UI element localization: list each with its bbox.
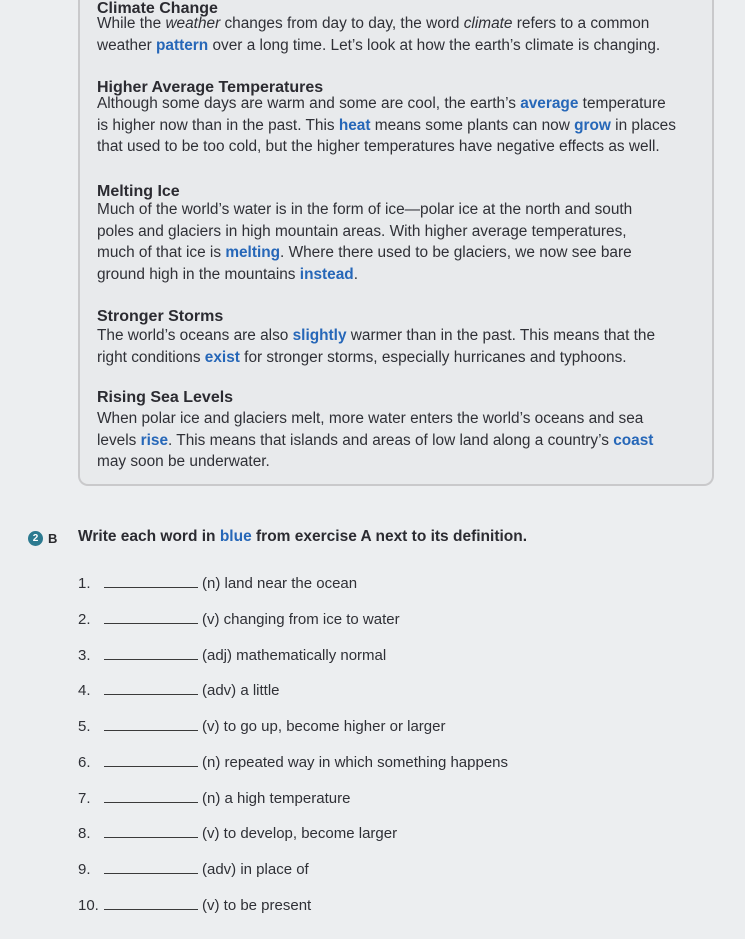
text-run: levels: [97, 431, 141, 449]
section-paragraph: [97, 199, 632, 285]
text-run: for stronger storms, especially hurricanes and typhoons.: [239, 348, 627, 366]
list-item: [78, 647, 386, 664]
vocab-word: instead: [299, 265, 354, 283]
definition-text: (n) repeated way in which something happens: [202, 754, 509, 771]
text-run: warmer than in the past. This means that the: [346, 327, 656, 344]
list-item: [78, 790, 350, 807]
list-item: [78, 682, 280, 699]
instruction-text: from exercise A next to its definition.: [251, 528, 528, 545]
item-number: 6.: [78, 754, 91, 771]
item-number: 5.: [78, 718, 91, 735]
vocab-word: heat: [338, 116, 371, 134]
text-run: poles and glaciers in high mountain areas. With higher average temperatures,: [97, 222, 627, 240]
text-run: in places: [610, 116, 676, 134]
text-run: refers to a common: [512, 15, 650, 32]
answer-blank[interactable]: [104, 682, 198, 695]
list-item: [78, 754, 508, 771]
text-run: climate: [463, 15, 513, 32]
item-number: 4.: [78, 682, 91, 699]
text-run: ground high in the mountains: [97, 265, 300, 283]
definition-text: (v) changing from ice to water: [202, 611, 400, 628]
answer-blank[interactable]: [104, 825, 198, 838]
definition-text: (n) land near the ocean: [202, 575, 358, 592]
text-run: The world’s oceans are also: [97, 327, 293, 344]
list-item: [78, 575, 357, 592]
text-run: changes from day to day, the word: [220, 15, 464, 32]
section-heading: Higher Average Temperatures: [97, 79, 324, 96]
answer-blank[interactable]: [104, 754, 198, 767]
list-item: [78, 825, 397, 842]
answer-blank[interactable]: [104, 897, 198, 910]
vocab-word: pattern: [156, 36, 209, 54]
section-paragraph: [97, 408, 653, 473]
answer-blank[interactable]: [104, 718, 198, 731]
text-run: temperature: [578, 95, 666, 112]
item-number: 7.: [78, 790, 91, 807]
answer-blank[interactable]: [104, 647, 198, 660]
vocab-word: coast: [613, 431, 654, 449]
text-run: right conditions: [97, 348, 205, 366]
exercise-instruction: [78, 528, 527, 546]
vocab-word: average: [520, 95, 579, 112]
item-number: 9.: [78, 861, 91, 878]
text-run: . This means that islands and areas of low land along a country’s: [168, 431, 614, 449]
text-run: Much of the world’s water is in the form of ice—polar ice at the north and south: [97, 201, 633, 218]
item-number: 10.: [78, 897, 99, 914]
list-item: [78, 718, 445, 735]
list-item: [78, 897, 311, 914]
definition-text: (v) to develop, become larger: [202, 825, 398, 842]
definition-text: (adj) mathematically normal: [202, 647, 387, 664]
definition-text: (v) to go up, become higher or larger: [202, 718, 446, 735]
vocab-word: slightly: [292, 327, 347, 344]
section-heading: Rising Sea Levels: [97, 389, 234, 406]
answer-blank[interactable]: [104, 790, 198, 803]
page-title: Climate Change: [97, 0, 218, 17]
text-run: is higher now than in the past. This: [97, 116, 339, 134]
instruction-blue-word: blue: [219, 528, 252, 545]
exercise-letter: B: [48, 531, 58, 546]
item-number: 1.: [78, 575, 91, 592]
list-item: [78, 861, 309, 878]
definition-text: (v) to be present: [202, 897, 312, 914]
exercise-badge-icon: 2: [28, 531, 43, 546]
text-run: Although some days are warm and some are cool, the earth’s: [97, 95, 521, 112]
intro-paragraph: [97, 13, 660, 56]
list-item: [78, 611, 400, 628]
text-run: weather: [97, 36, 157, 54]
section-heading: Stronger Storms: [97, 308, 224, 325]
item-number: 8.: [78, 825, 91, 842]
vocab-word: grow: [574, 116, 611, 134]
text-run: weather: [165, 15, 221, 32]
text-run: .: [353, 265, 358, 283]
section-paragraph: [97, 325, 655, 368]
text-run: may soon be underwater.: [97, 453, 270, 471]
answer-blank[interactable]: [104, 861, 198, 874]
definition-text: (adv) in place of: [202, 861, 309, 878]
answer-blank[interactable]: [104, 611, 198, 624]
text-run: When polar ice and glaciers melt, more water enters the world’s oceans and sea: [97, 410, 644, 427]
instruction-text: Write each word in: [78, 528, 220, 545]
text-run: . Where there used to be glaciers, we now see bare: [280, 244, 632, 262]
text-run: that used to be too cold, but the higher temperatures have negative effects as well.: [97, 138, 660, 156]
item-number: 2.: [78, 611, 91, 628]
vocab-word: rise: [140, 431, 169, 449]
answer-blank[interactable]: [104, 575, 198, 588]
item-number: 3.: [78, 647, 91, 664]
section-heading: Melting Ice: [97, 183, 180, 200]
text-run: over a long time. Let’s look at how the earth’s climate is changing.: [208, 36, 661, 54]
text-run: While the: [97, 15, 166, 32]
text-run: means some plants can now: [370, 116, 575, 134]
definition-text: (adv) a little: [202, 682, 280, 699]
definition-text: (n) a high temperature: [202, 790, 351, 807]
vocab-word: melting: [225, 244, 281, 262]
text-run: much of that ice is: [97, 244, 226, 262]
vocab-word: exist: [204, 348, 240, 366]
section-paragraph: [97, 93, 676, 158]
